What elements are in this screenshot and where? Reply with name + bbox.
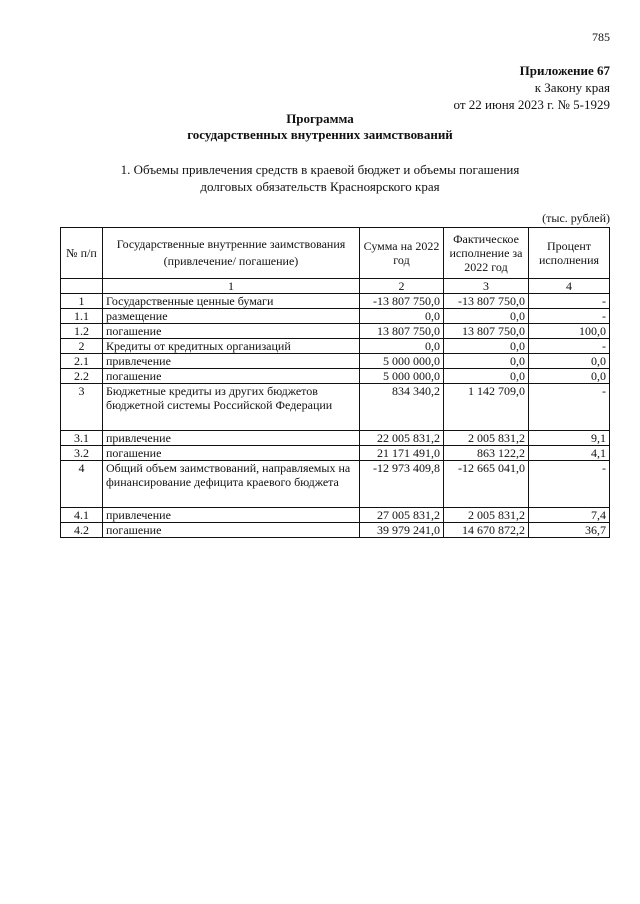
row-percent: 9,1 [529, 431, 610, 446]
row-sum: 0,0 [360, 309, 444, 324]
row-name: погашение [103, 369, 360, 384]
row-percent: - [529, 339, 610, 354]
section-title-line2: долговых обязательств Красноярского края [200, 179, 440, 194]
row-number: 3.2 [61, 446, 103, 461]
table-row [61, 339, 610, 354]
section-title-line1: 1. Объемы привлечения средств в краевой бюджет и объемы погашения [120, 162, 520, 177]
row-actual: 13 807 750,0 [444, 324, 529, 339]
section-title [0, 161, 640, 195]
row-percent: - [529, 309, 610, 324]
annex-title: Приложение 67 [519, 63, 610, 78]
row-name: погашение [103, 523, 360, 538]
program-title-line1: Программа [286, 111, 354, 126]
row-number: 2.2 [61, 369, 103, 384]
row-actual: 0,0 [444, 339, 529, 354]
row-number: 3.1 [61, 431, 103, 446]
table-row [61, 309, 610, 324]
row-actual: 14 670 872,2 [444, 523, 529, 538]
row-number: 4.2 [61, 523, 103, 538]
row-actual: 0,0 [444, 369, 529, 384]
row-sum: 5 000 000,0 [360, 354, 444, 369]
row-sum: 27 005 831,2 [360, 508, 444, 523]
units-label: (тыс. рублей) [542, 211, 610, 225]
row-number: 4 [61, 461, 103, 508]
row-name: привлечение [103, 431, 360, 446]
row-actual: 0,0 [444, 354, 529, 369]
table-row [61, 431, 610, 446]
row-number: 1 [61, 294, 103, 309]
row-name: Государственные ценные бумаги [103, 294, 360, 309]
row-number: 1.1 [61, 309, 103, 324]
row-percent: 4,1 [529, 446, 610, 461]
row-name: Общий объем заимствований, направляемых на финансирование дефицита краевого бюджета [103, 461, 360, 508]
table-row [61, 461, 610, 508]
row-actual: 1 142 709,0 [444, 384, 529, 431]
column-number-empty [61, 279, 103, 294]
page-number: 785 [592, 30, 610, 44]
row-sum: 0,0 [360, 339, 444, 354]
row-sum: 5 000 000,0 [360, 369, 444, 384]
header-percent: Процент исполнения [529, 228, 610, 279]
row-actual: 2 005 831,2 [444, 508, 529, 523]
header-actual-2022: Фактическое исполнение за 2022 год [444, 228, 529, 279]
column-number: 4 [529, 279, 610, 294]
header-number: № п/п [61, 228, 103, 279]
borrowings-table [60, 227, 610, 538]
row-actual: -12 665 041,0 [444, 461, 529, 508]
row-actual: 2 005 831,2 [444, 431, 529, 446]
row-sum: 22 005 831,2 [360, 431, 444, 446]
row-name: размещение [103, 309, 360, 324]
row-actual: 863 122,2 [444, 446, 529, 461]
row-name: Кредиты от кредитных организаций [103, 339, 360, 354]
row-name: Бюджетные кредиты из других бюджетов бюджетной системы Российской Федерации [103, 384, 360, 431]
row-percent: 100,0 [529, 324, 610, 339]
table-row [61, 384, 610, 431]
table-header-row [61, 228, 610, 279]
row-number: 2.1 [61, 354, 103, 369]
row-percent: 0,0 [529, 354, 610, 369]
row-name: погашение [103, 446, 360, 461]
table-row [61, 523, 610, 538]
row-sum: 13 807 750,0 [360, 324, 444, 339]
header-sum-2022: Сумма на 2022 год [360, 228, 444, 279]
column-number: 3 [444, 279, 529, 294]
table-row [61, 294, 610, 309]
table-row [61, 508, 610, 523]
row-sum: -13 807 750,0 [360, 294, 444, 309]
row-actual: 0,0 [444, 309, 529, 324]
row-sum: 834 340,2 [360, 384, 444, 431]
row-percent: 0,0 [529, 369, 610, 384]
row-number: 1.2 [61, 324, 103, 339]
annex-law-reference: к Закону края [534, 80, 610, 95]
row-actual: -13 807 750,0 [444, 294, 529, 309]
program-title-line2: государственных внутренних заимствований [187, 127, 453, 142]
row-percent: - [529, 384, 610, 431]
row-percent: 36,7 [529, 523, 610, 538]
row-number: 2 [61, 339, 103, 354]
program-title [0, 111, 640, 143]
column-number: 2 [360, 279, 444, 294]
table-row [61, 446, 610, 461]
row-percent: - [529, 294, 610, 309]
row-sum: 21 171 491,0 [360, 446, 444, 461]
table-row [61, 324, 610, 339]
column-number: 1 [103, 279, 360, 294]
row-number: 4.1 [61, 508, 103, 523]
row-sum: -12 973 409,8 [360, 461, 444, 508]
header-name: Государственные внутренние заимствования (привлечение/ погашение) [103, 228, 360, 279]
row-name: погашение [103, 324, 360, 339]
table-row [61, 354, 610, 369]
row-percent: - [529, 461, 610, 508]
row-name: привлечение [103, 508, 360, 523]
column-numbers-row [61, 279, 610, 294]
annex-law-date: от 22 июня 2023 г. № 5-1929 [453, 97, 610, 112]
row-name: привлечение [103, 354, 360, 369]
row-number: 3 [61, 384, 103, 431]
row-sum: 39 979 241,0 [360, 523, 444, 538]
table-row [61, 369, 610, 384]
row-percent: 7,4 [529, 508, 610, 523]
annex-block [454, 62, 610, 113]
